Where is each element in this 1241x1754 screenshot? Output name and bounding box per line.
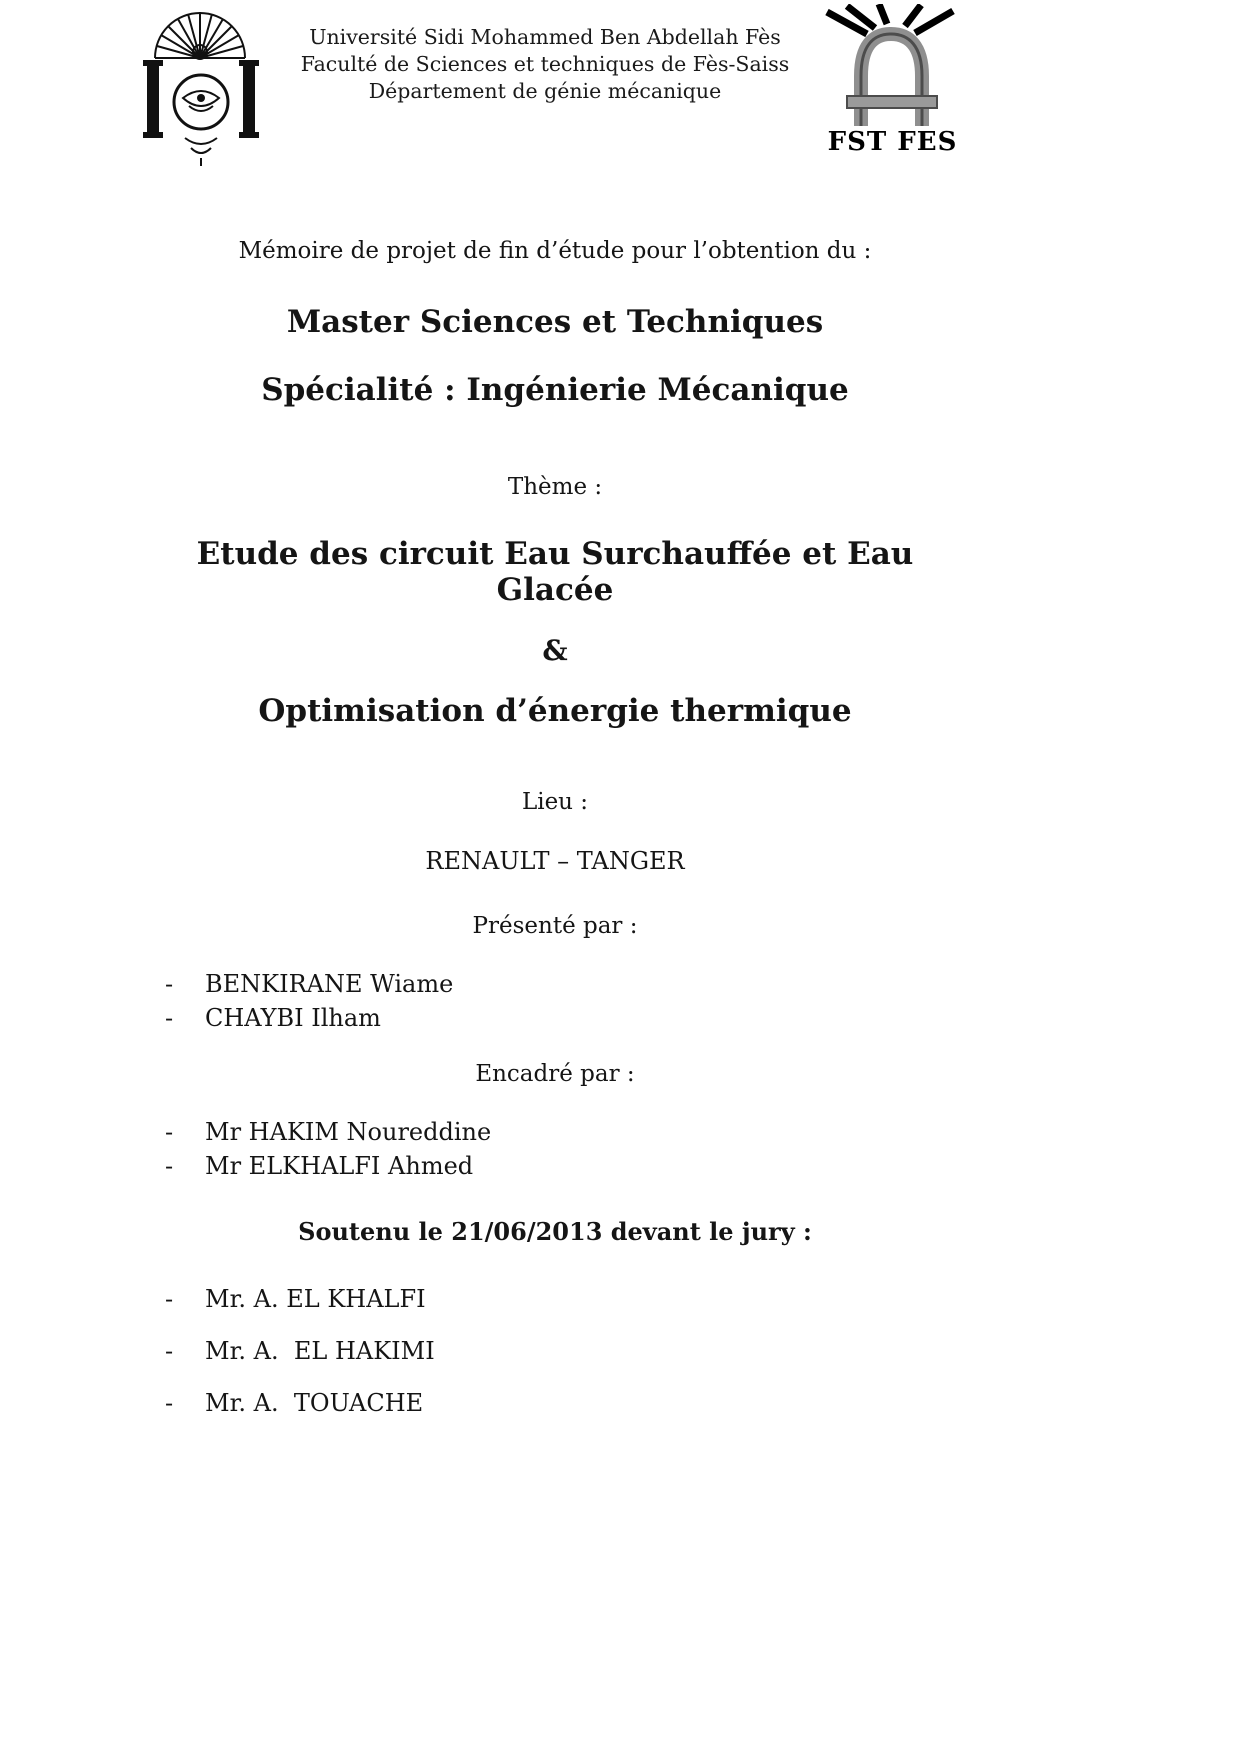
dash-marker: - xyxy=(165,1004,174,1033)
location-value: RENAULT – TANGER xyxy=(425,847,685,875)
list-item xyxy=(145,1386,965,1420)
thesis-title-line2: Optimisation d’énergie thermique xyxy=(258,693,852,729)
specialty-title: Spécialité : Ingénierie Mécanique xyxy=(261,372,849,408)
faculty-name: Faculté de Sciences et techniques de Fès-Saiss xyxy=(300,52,790,77)
author-name: BENKIRANE Wiame xyxy=(205,970,454,998)
author-name: CHAYBI Ilham xyxy=(205,1004,381,1033)
list-item xyxy=(145,967,965,1001)
supervisors-list xyxy=(145,1115,965,1183)
jury-member-name: Mr. A. TOUACHE xyxy=(205,1389,424,1418)
fst-fes-label: FST FES xyxy=(827,127,958,157)
institution-header xyxy=(240,24,850,105)
list-item xyxy=(145,1115,965,1149)
jury-list xyxy=(145,1282,965,1420)
dash-marker: - xyxy=(165,1285,174,1314)
dash-marker: - xyxy=(165,1337,174,1366)
dash-marker: - xyxy=(165,1389,174,1418)
supervisor-name: Mr HAKIM Noureddine xyxy=(205,1118,492,1147)
university-name: Université Sidi Mohammed Ben Abdellah Fès xyxy=(309,25,781,49)
authors-list xyxy=(145,967,965,1035)
location-label: Lieu : xyxy=(521,789,589,815)
list-item xyxy=(145,1001,965,1035)
supervised-by-label: Encadré par : xyxy=(475,1061,635,1088)
department-name: Département de génie mécanique xyxy=(368,79,722,104)
supervisor-name: Mr ELKHALFI Ahmed xyxy=(205,1152,474,1181)
presented-by-label: Présenté par : xyxy=(472,913,638,939)
list-item xyxy=(145,1334,965,1368)
thesis-title-line1: Etude des circuit Eau Surchauffée et Eau Glacée xyxy=(196,536,914,608)
fst-fes-logo xyxy=(815,4,970,159)
dash-marker: - xyxy=(165,1152,174,1181)
list-item xyxy=(145,1149,965,1183)
jury-member-name: Mr. A. EL HAKIMI xyxy=(205,1337,435,1366)
memoir-intro-line: Mémoire de projet de fin d’étude pour l’obtention du : xyxy=(238,238,872,264)
ampersand: & xyxy=(542,634,568,667)
title-page-content xyxy=(145,238,965,1439)
list-item xyxy=(145,1282,965,1316)
dash-marker: - xyxy=(165,970,174,998)
jury-member-name: Mr. A. EL KHALFI xyxy=(205,1285,426,1314)
dash-marker: - xyxy=(165,1118,174,1147)
theme-label: Thème : xyxy=(507,474,603,500)
defense-line: Soutenu le 21/06/2013 devant le jury : xyxy=(298,1217,812,1247)
degree-title: Master Sciences et Techniques xyxy=(286,304,824,340)
fst-fes-arch-icon xyxy=(815,4,970,129)
